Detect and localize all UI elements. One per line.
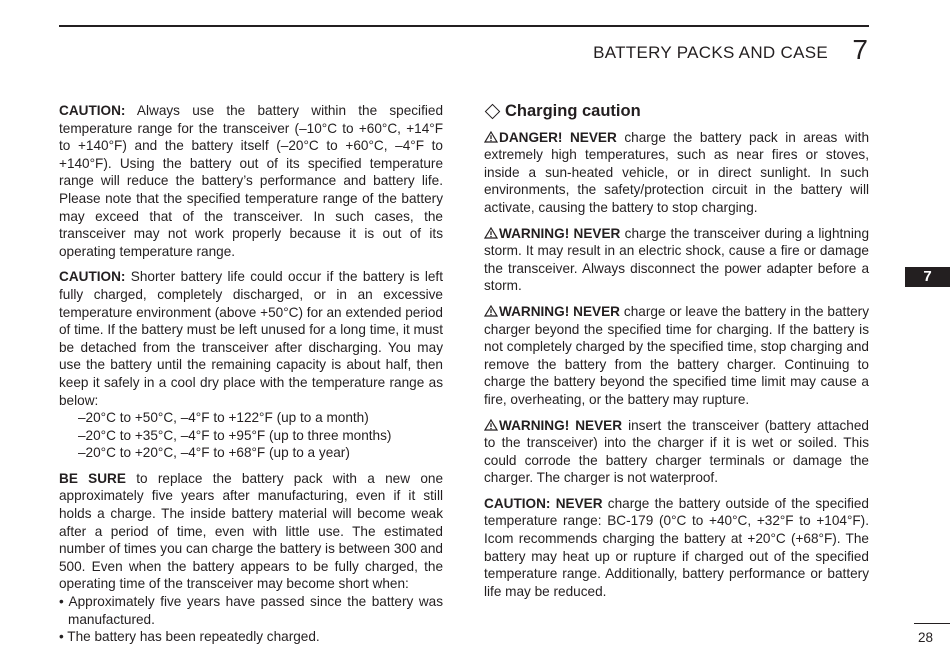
bullet-item: • The battery has been repeatedly charged. bbox=[59, 629, 320, 645]
warning-text: insert the transceiver (battery attached to the transceiver) into the charger if it is wet or soiled. This could corrode the battery charger terminals or damage the charger. The charger is not waterproof. bbox=[484, 417, 869, 486]
header-rule bbox=[59, 25, 869, 27]
warning-triangle-icon bbox=[484, 131, 498, 143]
caution-text: Shorter battery life could occur if the battery is left fully charged, completely discharged, or in an excessive temperature environment (above +50°C) for an extended period of time. If the battery must be left unused for a long time, it must be detached from the transceiver after discharging. You may use the battery until the remaining capacity is about half, then keep it safely in a cool dry place with the temperature range as below: bbox=[59, 269, 443, 408]
storage-range-item: –20°C to +35°C, –4°F to +95°F (up to three months) bbox=[78, 427, 392, 443]
warning-label: WARNING! NEVER bbox=[499, 417, 623, 433]
left-column bbox=[59, 102, 443, 646]
danger-note bbox=[484, 129, 869, 217]
be-sure-text: to replace the battery pack with a new one approximately five years after manufacturing, even if it still holds a charge. The inside battery material will become weak after a period of time, even with little use. The estimated number of times you can charge the battery is between 300 and 500. Even when the battery appears to be fully charged, the operating time of the transceiver may become short when: bbox=[59, 470, 443, 592]
section-heading bbox=[484, 103, 869, 121]
warning-label: WARNING! NEVER bbox=[499, 225, 621, 241]
warning-note bbox=[484, 225, 869, 295]
page-number: 28 bbox=[918, 630, 934, 645]
be-sure-label: BE SURE bbox=[59, 470, 126, 486]
chapter-title: BATTERY PACKS AND CASE bbox=[593, 43, 828, 62]
caution-operating-temperature bbox=[59, 102, 443, 260]
danger-text: charge the battery pack in areas with extremely high temperatures, such as near fires or stoves, inside a sun-heated vehicle, or in direct sunlight. In such environments, the safety/protection circuit in the battery will activate, causing the battery to stop charging. bbox=[484, 129, 870, 215]
footer-rule bbox=[914, 623, 950, 624]
caution-text: Always use the battery within the specified temperature range for the transceiver (–10°C to +60°C, +14°F to +140°F) and the battery itself (–20°C to +60°C, –4°F to +140°F). Using the battery out of its specified temperature range will reduce the battery’s performance and battery life. Please note that the specified temperature range of the battery may exceed that of the transceiver. In such cases, the transceiver may not work properly because it is out of its operating temperature range. bbox=[59, 103, 443, 259]
warning-label: WARNING! NEVER bbox=[499, 303, 620, 319]
chapter-number: 7 bbox=[852, 34, 868, 65]
warning-triangle-icon bbox=[484, 305, 498, 317]
warning-note bbox=[484, 417, 869, 487]
caution-storage bbox=[59, 268, 443, 409]
danger-label: DANGER! NEVER bbox=[499, 129, 617, 145]
warning-triangle-icon bbox=[484, 227, 498, 239]
warning-text: charge or leave the battery in the battery charger beyond the specified time for charging. If the battery is not completely charged by the specified time, stop charging and remove the battery from the battery charger. Continuing to charge the battery beyond the specified time limit may cause a fire, overheating, or the battery may rupture. bbox=[484, 303, 869, 407]
caution-label: CAUTION: bbox=[59, 103, 126, 118]
warning-note bbox=[484, 303, 869, 409]
caution-label: CAUTION: bbox=[59, 269, 126, 285]
right-column bbox=[484, 102, 869, 608]
storage-range-item: –20°C to +20°C, –4°F to +68°F (up to a year) bbox=[78, 445, 350, 461]
storage-range-item: –20°C to +50°C, –4°F to +122°F (up to a month) bbox=[78, 410, 369, 426]
section-heading-text: Charging caution bbox=[505, 102, 641, 120]
diamond-icon bbox=[485, 103, 501, 119]
caution-text: charge the battery outside of the specified temperature range: BC-179 (0°C to +40°C, +32°F to +104°F). Icom recommends charging the battery at +20°C (+68°F). The battery may heat up or rupture if charged out of the specified temperature range. Additionally, battery performance or battery life may be reduced. bbox=[484, 495, 869, 599]
be-sure-note bbox=[59, 470, 443, 593]
warning-triangle-icon bbox=[484, 419, 498, 431]
bullet-item: • Approximately five years have passed since the battery was manufactured. bbox=[59, 594, 443, 627]
chapter-tab: 7 bbox=[905, 267, 950, 287]
caution-label: CAUTION: NEVER bbox=[484, 495, 603, 511]
caution-charging-temperature bbox=[484, 495, 869, 601]
warning-text: charge the transceiver during a lightning storm. It may result in an electric shock, cause a fire or damage the transceiver. Always disconnect the power adapter before a storm. bbox=[484, 225, 870, 294]
